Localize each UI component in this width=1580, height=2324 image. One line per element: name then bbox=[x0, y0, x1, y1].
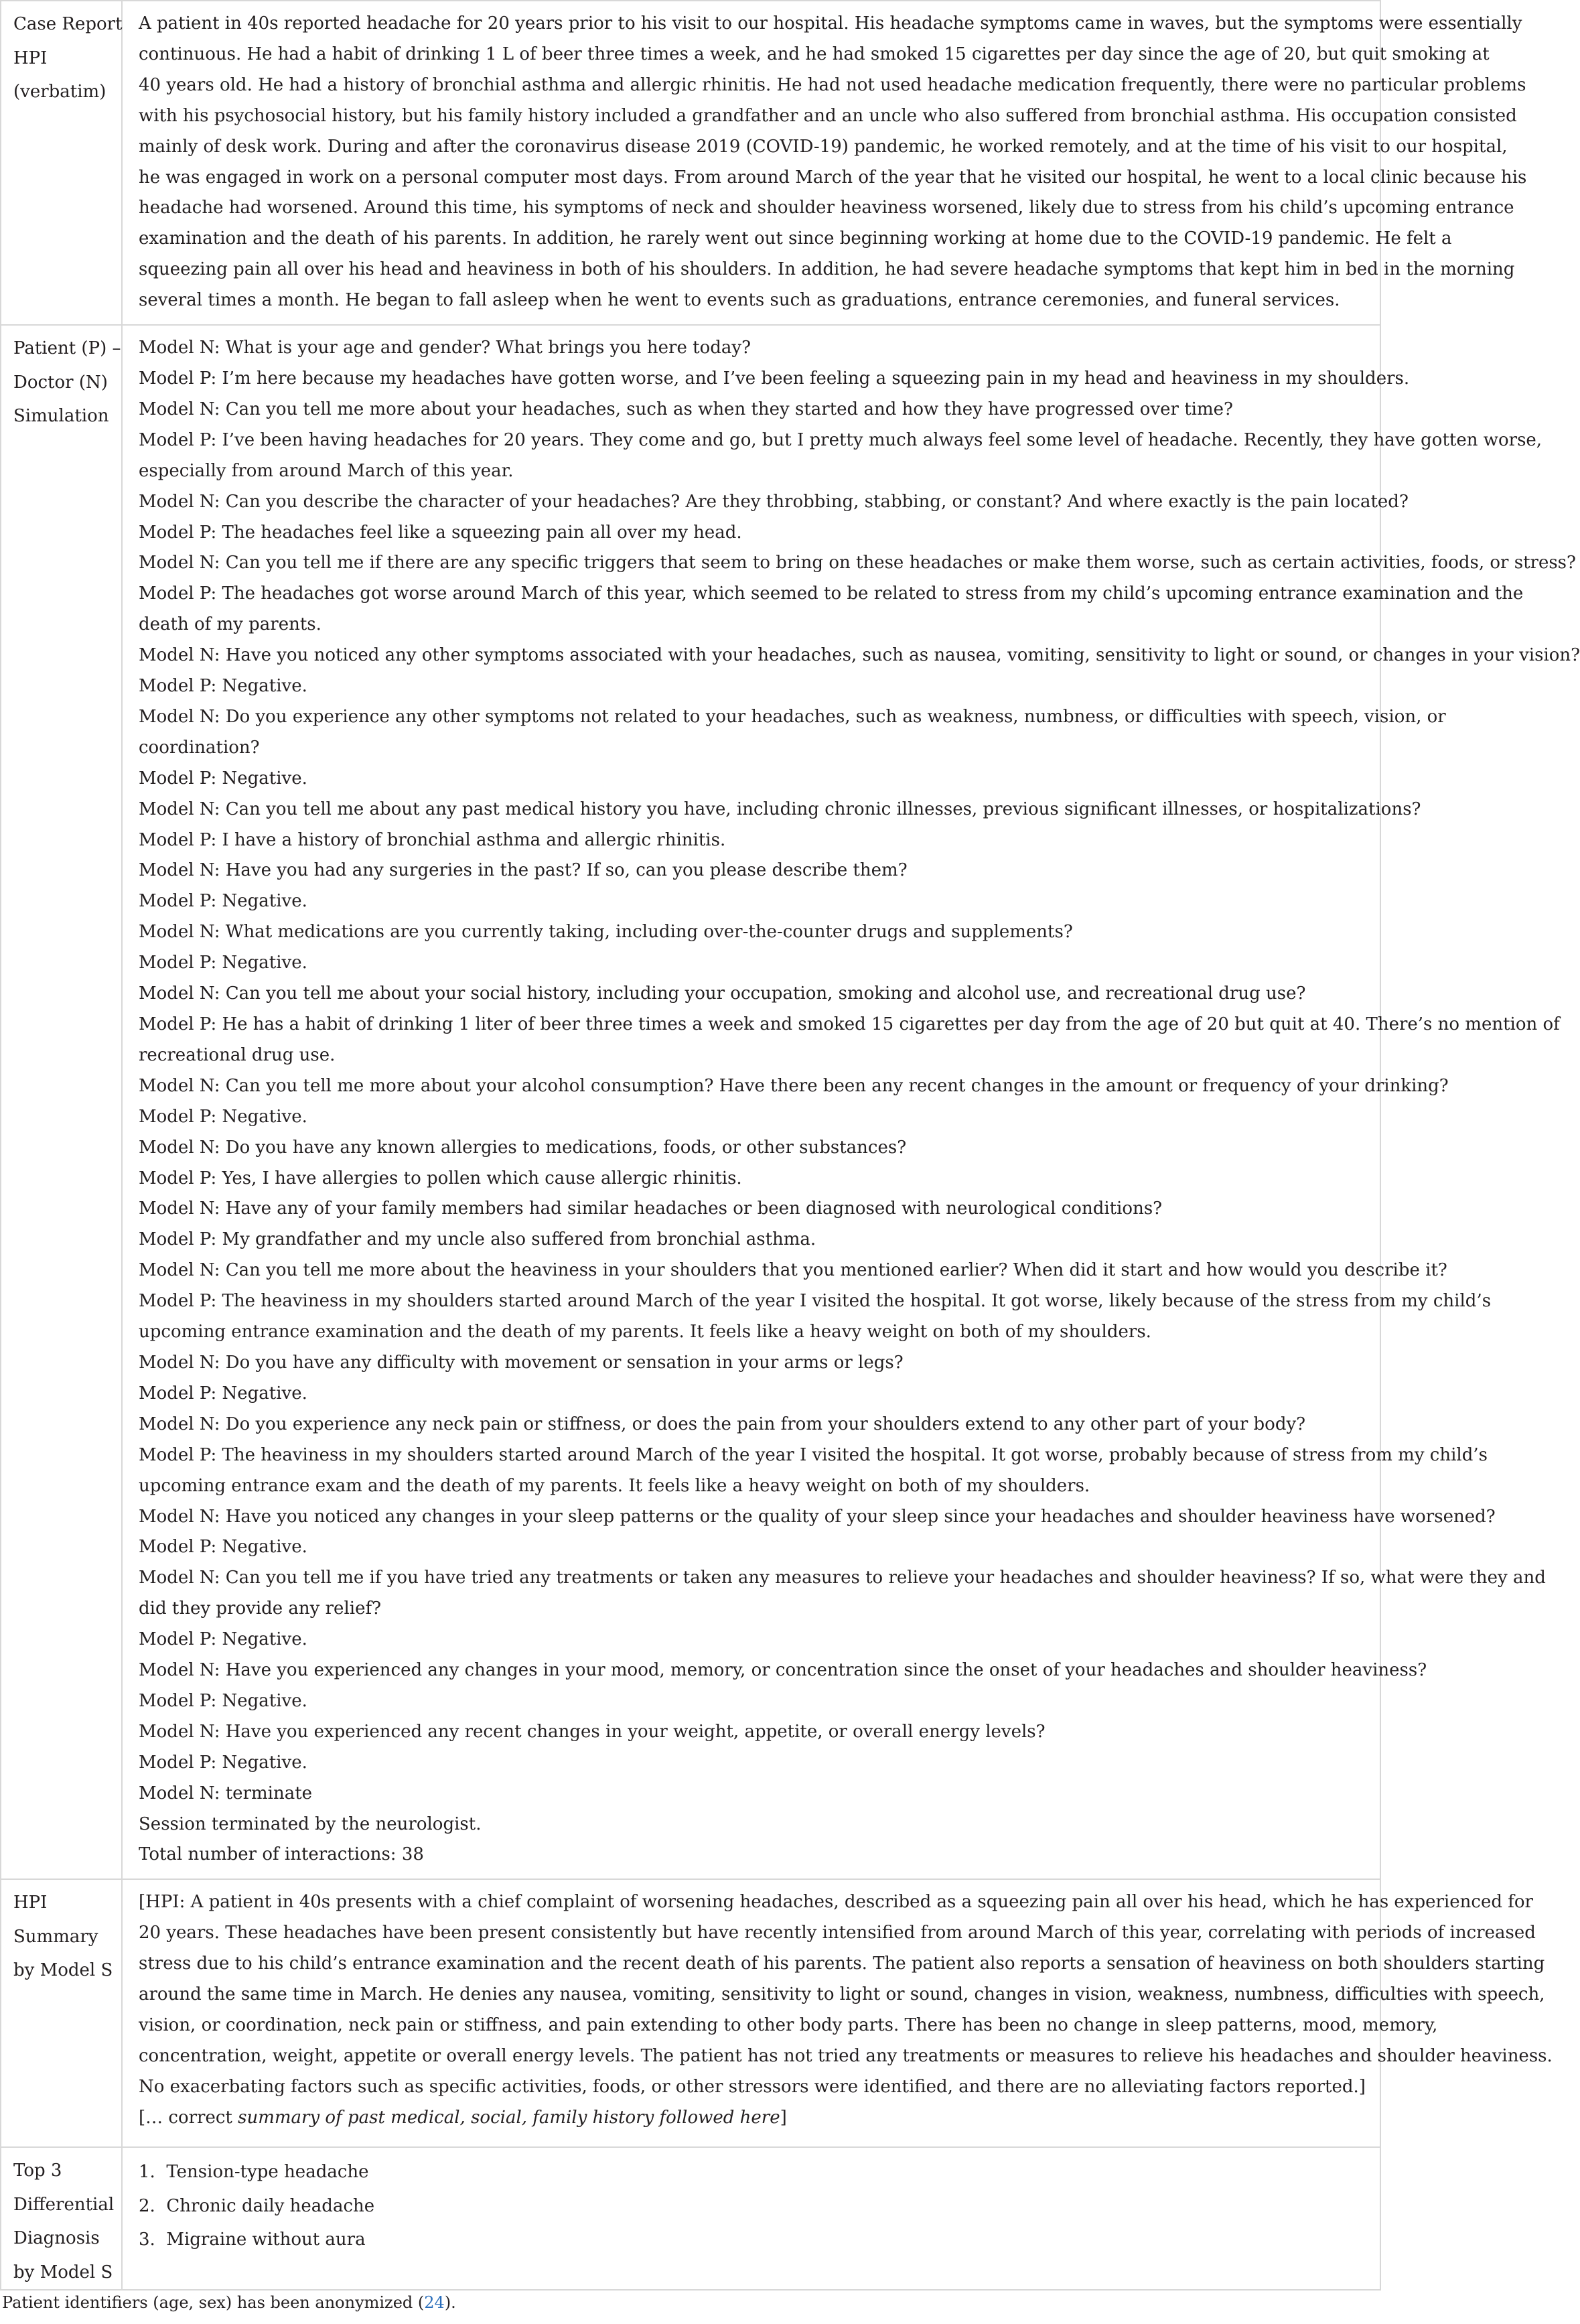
text-line: (verbatim) bbox=[13, 82, 106, 102]
text-line: headache had worsened. Around this time, his symptoms of neck and shoulder heaviness worsened, likely due to stress from his child’s upcoming entrance bbox=[139, 198, 1514, 218]
text-line: Model N: Have any of your family members had similar headaches or been diagnosed with neurological conditions? bbox=[139, 1199, 1163, 1219]
text-line: Diagnosis bbox=[13, 2228, 100, 2249]
text-line: upcoming entrance exam and the death of my parents. It feels like a heavy weight on both of my shoulders. bbox=[139, 1475, 1090, 1496]
text-line: Model N: Can you tell me more about the heaviness in your shoulders that you mentioned earlier? When did it start and how would you describe it? bbox=[139, 1260, 1447, 1281]
text-line: Case Report bbox=[13, 14, 123, 34]
table-row-simulation bbox=[1, 325, 1380, 1879]
text-line: Model N: What medications are you currently taking, including over-the-counter drugs and supplements? bbox=[139, 922, 1073, 943]
text-line: Model P: I’m here because my headaches have gotten worse, and I’ve been feeling a squeezing pain in my head and heaviness in my shoulders. bbox=[139, 368, 1410, 389]
text-line: Model N: Can you tell me more about your headaches, such as when they started and how they have progressed over time? bbox=[139, 399, 1233, 419]
text-line: Model P: Negative. bbox=[139, 676, 307, 697]
text-line: Model N: Can you tell me more about your alcohol consumption? Have there been any recent changes in the amount or frequency of your drinking? bbox=[139, 1075, 1449, 1096]
text-line: Model N: Do you have any known allergies to medications, foods, or other substances? bbox=[139, 1137, 907, 1158]
text-line: concentration, weight, appetite or overall energy levels. The patient has not tried any treatments or measures to relieve his headaches and shoulder heaviness. bbox=[139, 2045, 1553, 2066]
text-line: examination and the death of his parents. In addition, he rarely went out since beginning working at home due to the COVID-19 pandemic. He felt a bbox=[139, 228, 1452, 249]
text-line: Model N: Can you describe the character of your headaches? Are they throbbing, stabbing, or constant? And where exactly is the pain located? bbox=[139, 491, 1409, 512]
row-label bbox=[1, 2147, 122, 2290]
text-line: 20 years. These headaches have been present consistently but have recently intensified from around March of this year, correlating with periods of increased bbox=[139, 1923, 1536, 1943]
text-line: by Model S bbox=[13, 1960, 113, 1981]
text-line: Model N: Do you have any difficulty with movement or sensation in your arms or legs? bbox=[139, 1352, 904, 1373]
row-label bbox=[1, 1, 122, 325]
text-line: A patient in 40s reported headache for 20 years prior to his visit to our hospital. His headache symptoms came in waves, but the symptoms were essentially bbox=[139, 13, 1522, 33]
text-line: Model P: The headaches got worse around March of this year, which seemed to be related to stress from my child’s upcoming entrance examination and the bbox=[139, 584, 1524, 604]
text-line: Model N: Do you experience any neck pain or stiffness, or does the pain from your shoulders extend to any other part of your body? bbox=[139, 1414, 1306, 1434]
table-footnote: Patient identifiers (age, sex) has been anonymized (24). bbox=[2, 2293, 456, 2312]
text-line: Differential bbox=[13, 2194, 115, 2215]
text-line: 2. Chronic daily headache bbox=[139, 2195, 375, 2216]
text-line: mainly of desk work. During and after the coronavirus disease 2019 (COVID-19) pandemic, he worked remotely, and at the time of his visit to our hospital, bbox=[139, 136, 1508, 157]
text-line: vision, or coordination, neck pain or stiffness, and pain extending to other body parts. There has been no change in sleep patterns, mood, memory, bbox=[139, 2015, 1438, 2035]
text-line: by Model S bbox=[13, 2262, 113, 2282]
text-line: Model N: Can you tell me about any past medical history you have, including chronic illnesses, previous significant illnesses, or hospitalizations? bbox=[139, 799, 1421, 819]
text-line: Model P: The heaviness in my shoulders started around March of the year I visited the hospital. It got worse, likely because of the stress from my child’s bbox=[139, 1291, 1492, 1312]
text-line: Session terminated by the neurologist. bbox=[139, 1814, 482, 1834]
text-line: recreational drug use. bbox=[139, 1044, 336, 1065]
text-line: upcoming entrance examination and the death of my parents. It feels like a heavy weight on both of my shoulders. bbox=[139, 1322, 1151, 1343]
text-line: Model P: Yes, I have allergies to pollen which cause allergic rhinitis. bbox=[139, 1168, 742, 1188]
text-line: Model P: Negative. bbox=[139, 1690, 307, 1711]
citation-link[interactable]: 24 bbox=[424, 2293, 445, 2312]
text-line: Model N: Can you tell me if there are any specific triggers that seem to bring on these headaches or make them worse, such as certain activities, foods, or stress? bbox=[139, 553, 1576, 573]
text-line: Total number of interactions: 38 bbox=[139, 1844, 424, 1865]
text-line: Top 3 bbox=[13, 2161, 62, 2181]
text-line: HPI bbox=[13, 48, 48, 68]
text-line: squeezing pain all over his head and heaviness in both of his shoulders. In addition, he had severe headache symptoms that kept him in bed in the morning bbox=[139, 259, 1515, 280]
text-line: Model P: I’ve been having headaches for 20 years. They come and go, but I pretty much always feel some level of headache. Recently, they have gotten worse, bbox=[139, 429, 1542, 450]
text-line: Model P: He has a habit of drinking 1 liter of beer three times a week and smoked 15 cigarettes per day from the age of 20 but quit at 40. There’s no mention of bbox=[139, 1014, 1560, 1034]
text-line: around the same time in March. He denies any nausea, vomiting, sensitivity to light or sound, changes in vision, weakness, numbness, difficulties with speech, bbox=[139, 1984, 1545, 2005]
text-line: Model P: My grandfather and my uncle also suffered from bronchial asthma. bbox=[139, 1229, 816, 1250]
simulation-dialogue bbox=[122, 325, 1580, 1879]
text-line: several times a month. He began to fall asleep when he went to events such as graduations, entrance ceremonies, and funeral services. bbox=[139, 290, 1340, 311]
text-line: he was engaged in work on a personal computer most days. From around March of the year that he visited our hospital, he went to a local clinic because his bbox=[139, 167, 1527, 188]
text-line: Model P: Negative. bbox=[139, 891, 307, 912]
row-label bbox=[1, 1879, 122, 2147]
case-report-hpi-text bbox=[122, 1, 1527, 325]
text-line: Patient (P) – bbox=[13, 338, 121, 359]
text-line: Model P: The heaviness in my shoulders started around March of the year I visited the hospital. It got worse, probably because of stress from my child’s bbox=[139, 1444, 1488, 1465]
text-line: Model N: Have you noticed any changes in your sleep patterns or the quality of your sleep since your headaches and shoulder heaviness have worsened? bbox=[139, 1506, 1496, 1527]
text-line: HPI bbox=[13, 1893, 48, 1913]
text-line: [HPI: A patient in 40s presents with a chief complaint of worsening headaches, described as a squeezing pain all over his head, which he has experienced for bbox=[139, 1892, 1533, 1913]
text-line: 3. Migraine without aura bbox=[139, 2230, 366, 2250]
text-line: Model N: Do you experience any other symptoms not related to your headaches, such as weakness, numbness, or difficulties with speech, vision, or bbox=[139, 706, 1446, 727]
row-label bbox=[1, 325, 122, 1879]
text-line: Model P: Negative. bbox=[139, 1383, 307, 1404]
text-line: Model P: Negative. bbox=[139, 768, 307, 789]
text-line: Model N: Have you noticed any other symptoms associated with your headaches, such as nausea, vomiting, sensitivity to light or sound, or changes in your vision? bbox=[139, 645, 1580, 666]
text-line: death of my parents. bbox=[139, 614, 321, 635]
text-line: Model P: Negative. bbox=[139, 1106, 307, 1127]
text-line: Model P: Negative. bbox=[139, 953, 307, 973]
text-line: Model P: Negative. bbox=[139, 1752, 307, 1773]
text-line: Model P: I have a history of bronchial asthma and allergic rhinitis. bbox=[139, 829, 726, 850]
text-line: Model N: Can you tell me about your social history, including your occupation, smoking and alcohol use, and recreational drug use? bbox=[139, 983, 1306, 1004]
text-line: Model P: The headaches feel like a squeezing pain all over my head. bbox=[139, 522, 742, 543]
table-row-differential bbox=[1, 2147, 1380, 2290]
text-line: 40 years old. He had a history of bronchial asthma and allergic rhinitis. He had not used headache medication frequently, there were no particular problems bbox=[139, 74, 1526, 95]
differential-diagnosis-list bbox=[122, 2147, 1380, 2290]
hpi-summary-text bbox=[122, 1879, 1553, 2147]
text-line: stress due to his child’s entrance examination and the recent death of his parents. The patient also reports a sensation of heaviness on both shoulders starting bbox=[139, 1954, 1545, 1974]
table-row-case-report bbox=[1, 1, 1380, 325]
text-line: No exacerbating factors such as specific activities, foods, or other stressors were identified, and there are no alleviating factors reported.] bbox=[139, 2076, 1366, 2097]
text-line: 1. Tension-type headache bbox=[139, 2162, 369, 2183]
text-line: with his psychosocial history, but his family history included a grandfather and an uncle who also suffered from bronchial asthma. His occupation consisted bbox=[139, 105, 1517, 126]
text-line: continuous. He had a habit of drinking 1 L of beer three times a week, and he had smoked 15 cigarettes per day since the age of 20, but quit smoking at bbox=[139, 44, 1490, 64]
table-row-hpi-summary bbox=[1, 1879, 1380, 2147]
text-line: Model N: Have you experienced any changes in your mood, memory, or concentration since the onset of your headaches and shoulder heaviness? bbox=[139, 1660, 1427, 1681]
text-line: coordination? bbox=[139, 737, 260, 758]
text-line: especially from around March of this year. bbox=[139, 460, 514, 481]
text-line: Simulation bbox=[13, 406, 109, 427]
text-line: Model P: Negative. bbox=[139, 1537, 307, 1558]
text-line: Model P: Negative. bbox=[139, 1629, 307, 1650]
text-line: Model N: Have you had any surgeries in the past? If so, can you please describe them? bbox=[139, 860, 908, 881]
text-line: did they provide any relief? bbox=[139, 1598, 382, 1619]
text-line: Model N: Can you tell me if you have tried any treatments or taken any measures to relieve your headaches and shoulder heaviness? If so, what were they and bbox=[139, 1568, 1546, 1588]
summary-note: [… correct summary of past medical, social, family history followed here] bbox=[139, 2107, 787, 2128]
text-line: Summary bbox=[13, 1926, 98, 1947]
text-line: Model N: What is your age and gender? What brings you here today? bbox=[139, 338, 751, 358]
text-line: Model N: terminate bbox=[139, 1783, 313, 1803]
text-line: Doctor (N) bbox=[13, 372, 108, 393]
text-line: Model N: Have you experienced any recent changes in your weight, appetite, or overall energy levels? bbox=[139, 1721, 1046, 1742]
